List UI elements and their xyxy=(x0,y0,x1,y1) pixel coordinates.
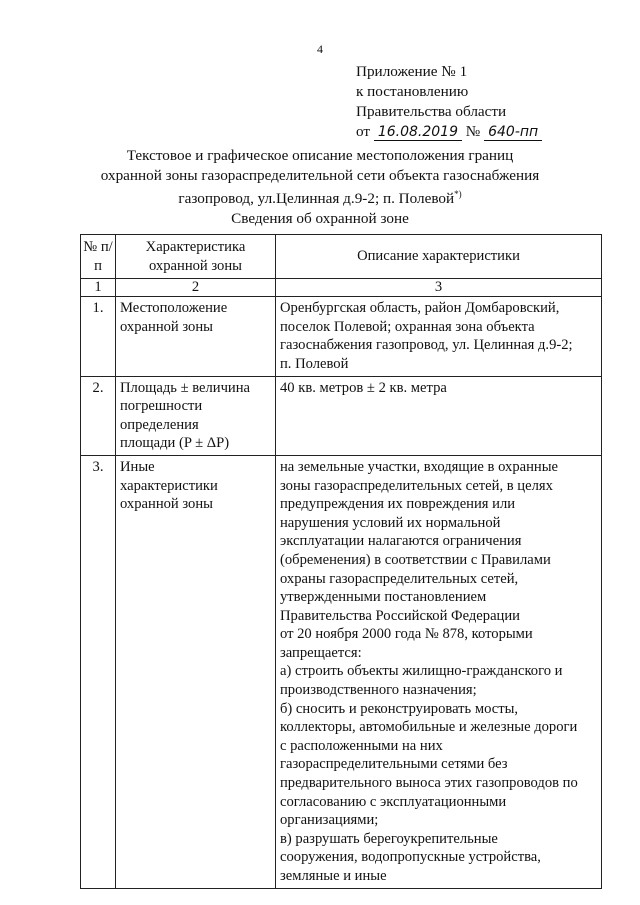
index-2: 2 xyxy=(116,279,276,297)
text-line: охраны газораспределительных сетей, xyxy=(280,570,519,587)
text-line: определения xyxy=(120,416,199,433)
index-1: 1 xyxy=(81,279,116,297)
table-row xyxy=(81,297,602,376)
text-line: предварительного выноса этих газопроводов по xyxy=(280,775,578,792)
text-line: Площадь ± величина xyxy=(120,379,251,396)
text-line: нарушения условий их нормальной xyxy=(280,514,501,531)
text-line: охранной зоны xyxy=(120,318,213,335)
text-line: согласованию с эксплуатационными xyxy=(280,793,507,810)
text-line: Иные xyxy=(120,458,155,475)
row-2-characteristic xyxy=(116,376,276,455)
text-line: предупреждения их повреждения или xyxy=(280,496,516,513)
text-line: п. Полевой xyxy=(280,355,349,372)
text-line: на земельные участки, входящие в охранные xyxy=(280,458,559,475)
text-line: сооружения, водопропускные устройства, xyxy=(280,849,541,866)
text-line: (обременения) в соответствии с Правилами xyxy=(280,551,551,568)
table-index-row xyxy=(81,279,602,297)
number-prefix: № xyxy=(465,123,481,140)
footnote-mark: *) xyxy=(454,189,462,199)
row-3-characteristic xyxy=(116,455,276,888)
appendix-line-1: Приложение № 1 xyxy=(356,63,468,80)
appendix-date-line xyxy=(356,122,542,142)
text-line: с расположенными на них xyxy=(280,737,443,754)
title-line-3: газопровод, ул.Целинная д.9-2; п. Полевой xyxy=(178,190,455,208)
header-description: Описание характеристики xyxy=(276,235,602,279)
header-num: № п/п xyxy=(81,235,116,279)
appendix-line-2: к постановлению xyxy=(356,83,469,100)
text-line: запрещается: xyxy=(280,644,362,661)
header-characteristic: Характеристика охранной зоны xyxy=(116,235,276,279)
row-1-num: 1. xyxy=(81,297,116,376)
text-line: площади (P ± ΔP) xyxy=(120,435,230,452)
text-line: газораспределительными сетями без xyxy=(280,756,508,773)
zone-info-table xyxy=(80,234,602,889)
appendix-line-3: Правительства области xyxy=(356,103,507,120)
row-2-description xyxy=(276,376,602,455)
text-line: утвержденными постановлением xyxy=(280,589,487,606)
title-line-1: Текстовое и графическое описание местоположения границ xyxy=(126,147,514,164)
table-row xyxy=(81,376,602,455)
text-line: поселок Полевой; охранная зона объекта xyxy=(280,318,535,335)
row-3-num: 3. xyxy=(81,455,116,888)
text-line: Местоположение xyxy=(120,300,228,317)
text-line: зоны газораспределительных сетей, в целях xyxy=(280,477,553,494)
text-line: эксплуатации налагаются ограничения xyxy=(280,533,522,550)
text-line: в) разрушать берегоукрепительные xyxy=(280,830,498,847)
text-line: газоснабжения газопровод, ул. Целинная д.9-2; xyxy=(280,337,573,354)
date-prefix: от xyxy=(356,123,371,140)
document-title xyxy=(60,146,580,228)
title-line-2: охранной зоны газораспределительной сети объекта газоснабжения xyxy=(100,166,540,184)
subtitle: Сведения об охранной зоне xyxy=(231,209,409,227)
appendix-header xyxy=(356,62,542,142)
title-line-3-wrap xyxy=(60,185,580,209)
text-line: земляные и иные xyxy=(280,868,387,884)
page-number: 4 xyxy=(317,42,323,56)
text-line: Правительства Российской Федерации xyxy=(280,607,520,624)
text-line: б) сносить и реконструировать мосты, xyxy=(280,700,519,717)
handwritten-date: 16.08.2019 xyxy=(374,124,462,141)
text-line: коллекторы, автомобильные и железные дороги xyxy=(280,719,578,736)
index-3: 3 xyxy=(276,279,602,297)
table-header-row xyxy=(81,235,602,279)
text-line: 40 кв. метров ± 2 кв. метра xyxy=(280,379,447,396)
text-line: характеристики xyxy=(120,477,218,494)
text-line: производственного назначения; xyxy=(280,682,477,699)
text-line: охранной зоны xyxy=(120,496,213,513)
text-line: Оренбургская область, район Домбаровский, xyxy=(280,300,560,317)
text-line: а) строить объекты жилищно-гражданского и xyxy=(280,663,563,680)
text-line: от 20 ноября 2000 года № 878, которыми xyxy=(280,626,533,643)
row-1-description xyxy=(276,297,602,376)
row-1-characteristic xyxy=(116,297,276,376)
table-row xyxy=(81,455,602,888)
text-line: организациями; xyxy=(280,812,379,829)
row-2-num: 2. xyxy=(81,376,116,455)
row-3-description xyxy=(276,455,602,888)
text-line: погрешности xyxy=(120,398,203,415)
handwritten-number: 640-пп xyxy=(484,124,542,141)
